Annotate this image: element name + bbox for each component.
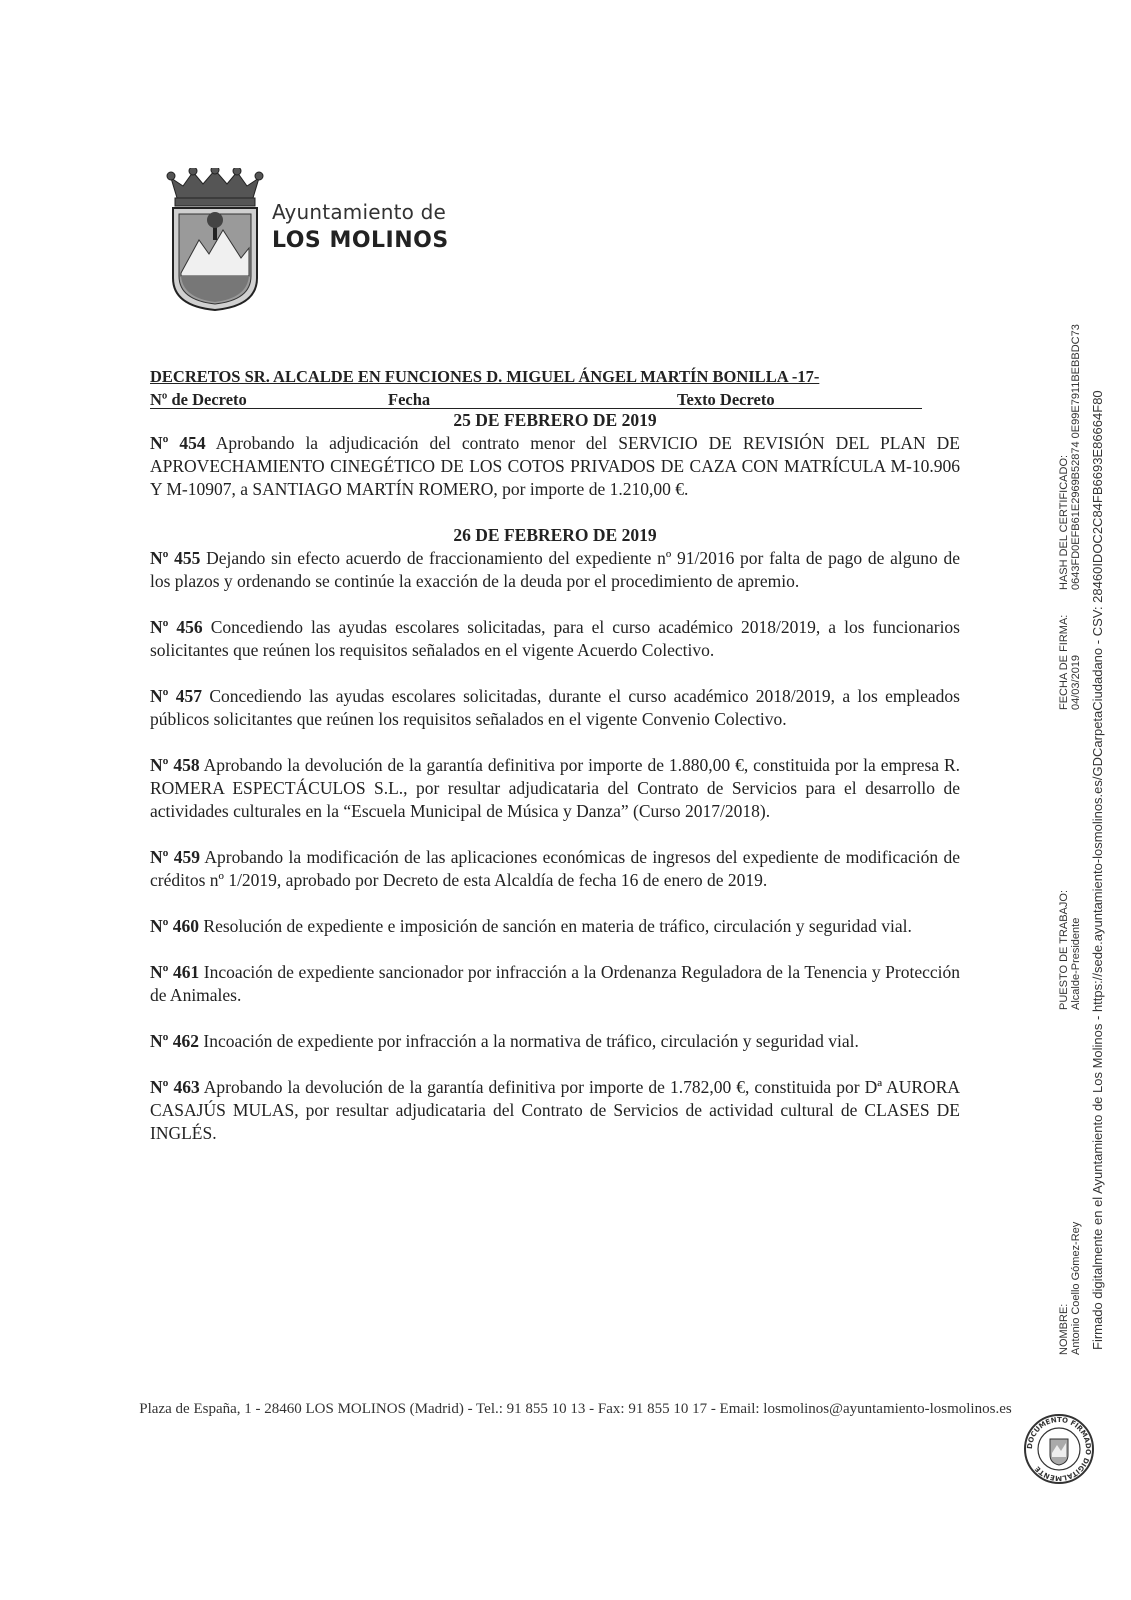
stamp-text: DOCUMENTO FIRMADO DIGITALMENTE	[1025, 1415, 1093, 1483]
decree-text: Concediendo las ayudas escolares solicitadas, durante el curso académico 2018/2019, a los empleados públicos solicitantes que reúnen los requisitos señalados en el vigente Convenio Colectivo.	[150, 686, 960, 729]
signature-name-value: Antonio Coello Gómez-Rey	[1070, 1221, 1082, 1355]
signature-date-label: FECHA DE FIRMA:	[1058, 614, 1070, 710]
column-headers	[150, 388, 922, 409]
org-name-line1: Ayuntamiento de	[272, 200, 447, 224]
decree-number: Nº 461	[150, 962, 200, 982]
signature-hash	[1058, 324, 1082, 590]
decree-text: Incoación de expediente por infracción a la normativa de tráfico, circulación y seguridad vial.	[199, 1031, 859, 1051]
decree-entry	[150, 616, 960, 662]
decree-number: Nº 454	[150, 433, 206, 453]
decree-number: Nº 457	[150, 686, 202, 706]
decree-text: Aprobando la devolución de la garantía definitiva por importe de 1.880,00 €, constituida por la empresa R. ROMERA ESPECTÁCULOS S.L., por resultar adjudicataria del Contrato de Servicios para el desarrollo de actividades culturales en la “Escuela Municipal de Música y Danza” (Curso 2017/2018).	[150, 755, 960, 821]
decree-text: Concediendo las ayudas escolares solicitadas, para el curso académico 2018/2019, a los funcionarios solicitantes que reúnen los requisitos señalados en el vigente Acuerdo Colectivo.	[150, 617, 960, 660]
decree-text: Resolución de expediente e imposición de sanción en materia de tráfico, circulación y seguridad vial.	[199, 916, 912, 936]
coat-of-arms-logo	[163, 168, 267, 312]
decree-number: Nº 463	[150, 1077, 200, 1097]
decree-entry	[150, 547, 960, 593]
signature-name-label: NOMBRE:	[1058, 1303, 1070, 1355]
section-date: 25 DE FEBRERO DE 2019	[453, 410, 657, 430]
decree-text: Aprobando la modificación de las aplicaciones económicas de ingresos del expediente de modificación de créditos nº 1/2019, aprobado por Decreto de esta Alcaldía de fecha 16 de enero de 2019.	[150, 847, 960, 890]
decree-entry	[150, 432, 960, 501]
signature-hash-value: 0643FD0EFB61E2969B52874 0E99E7911BEBBDC73	[1070, 324, 1082, 590]
signature-date	[1058, 615, 1082, 710]
decree-document	[150, 365, 960, 1168]
signature-position-label: PUESTO DE TRABAJO:	[1058, 889, 1070, 1010]
column-header-date: Fecha	[388, 390, 431, 409]
decree-text: Dejando sin efecto acuerdo de fraccionamiento del expediente nº 91/2016 por falta de pago de alguno de los plazos y ordenando se continúe la exacción de la deuda por el procedimiento de apremio.	[150, 548, 960, 591]
signature-position	[1058, 890, 1082, 1010]
decree-number: Nº 456	[150, 617, 203, 637]
decree-entry	[150, 915, 960, 938]
footer-address	[0, 1401, 1131, 1418]
section-1	[150, 409, 960, 501]
column-header-text: Texto Decreto	[677, 390, 775, 409]
signature-csv-line: Firmado digitalmente en el Ayuntamiento de Los Molinos - https://sede.ayuntamiento-losmolinos.es/GDCarpetaCiudadano - CSV: 28460IDOC2C84FB6693E86664F80	[1090, 390, 1105, 1350]
column-header-number: Nº de Decreto	[150, 390, 247, 409]
decree-number: Nº 459	[150, 847, 201, 867]
decree-text: Incoación de expediente sancionador por infracción a la Ordenanza Reguladora de la Tenencia y Protección de Animales.	[150, 962, 960, 1005]
section-date: 26 DE FEBRERO DE 2019	[453, 525, 657, 545]
decree-text: Aprobando la adjudicación del contrato menor del SERVICIO DE REVISIÓN DEL PLAN DE APROVECHAMIENTO CINEGÉTICO DE LOS COTOS PRIVADOS DE CAZA CON MATRÍCULA M-10.906 Y M-10907, a SANTIAGO MARTÍN ROMERO, por importe de 1.210,00 €.	[150, 433, 960, 499]
section-2	[150, 524, 960, 1145]
footer-address-text: Plaza de España, 1 - 28460 LOS MOLINOS (Madrid) - Tel.: 91 855 10 13 - Fax: 91 855 10 17 - Email: losmolinos@ayuntamiento-losmolinos.es	[139, 1401, 1012, 1417]
org-name-line2: LOS MOLINOS	[272, 228, 449, 253]
signature-position-value: Alcalde-Presidente	[1070, 917, 1082, 1010]
decree-number: Nº 455	[150, 548, 201, 568]
decree-number: Nº 458	[150, 755, 200, 775]
digital-signature-stamp	[1023, 1413, 1095, 1485]
decree-entry	[150, 961, 960, 1007]
signature-hash-label: HASH DEL CERTIFICADO:	[1058, 454, 1070, 590]
decree-entry	[150, 754, 960, 823]
organization-brand	[272, 200, 449, 253]
document-title: DECRETOS SR. ALCALDE EN FUNCIONES D. MIGUEL ÁNGEL MARTÍN BONILLA -17-	[150, 367, 820, 386]
decree-number: Nº 462	[150, 1031, 200, 1051]
decree-entry	[150, 846, 960, 892]
decree-text: Aprobando la devolución de la garantía definitiva por importe de 1.782,00 €, constituida por Dª AURORA CASAJÚS MULAS, por resultar adjudicataria del Contrato de Servicios de actividad cultural de CLASES DE INGLÉS.	[150, 1077, 961, 1143]
decree-number: Nº 460	[150, 916, 200, 936]
decree-entry	[150, 1076, 960, 1145]
decree-entry	[150, 685, 960, 731]
decree-entry	[150, 1030, 960, 1053]
signature-date-value: 04/03/2019	[1070, 654, 1082, 710]
signature-name	[1058, 1222, 1082, 1355]
